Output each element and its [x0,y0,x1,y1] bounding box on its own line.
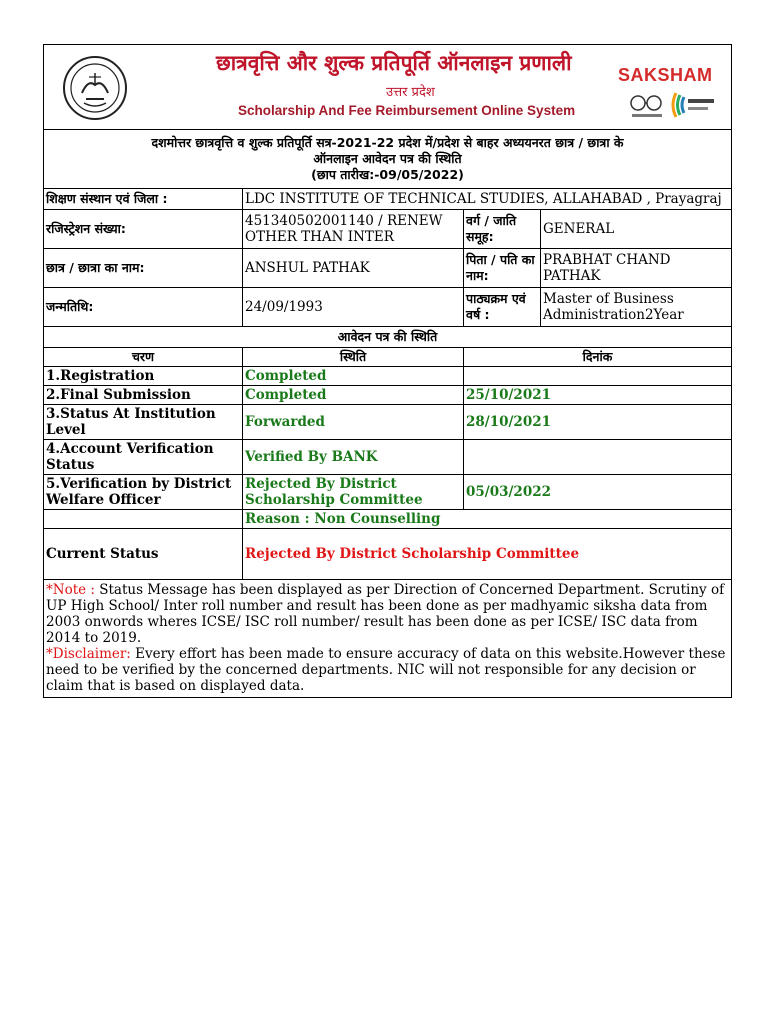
status-section-heading: आवेदन पत्र की स्थिति [44,327,732,348]
english-title: Scholarship And Fee Reimbursement Online System [238,103,576,118]
registration-value: 451340502001140 / RENEW OTHER THAN INTER [243,210,464,249]
disclaimer-label: *Disclaimer: [46,646,131,662]
dob-row [44,288,732,327]
status-column-headers [44,348,732,367]
note-label: *Note : [46,582,95,598]
institution-value: LDC INSTITUTE OF TECHNICAL STUDIES, ALLAHABAD , Prayagraj [243,189,732,210]
reason-spacer [44,510,243,529]
father-name-label: पिता / पति का नाम: [464,249,541,288]
print-notice [44,130,732,189]
stage-cell: 3.Status At Institution Level [44,405,243,440]
status-cell: Verified By BANK [243,440,464,475]
table-row [44,386,732,405]
notice-line-2: ऑनलाइन आवेदन पत्र की स्थिति [313,151,462,166]
course-label: पाठ्यक्रम एवं वर्ष : [464,288,541,327]
status-cell: Completed [243,386,464,405]
date-cell [464,367,732,386]
stage-cell: 4.Account Verification Status [44,440,243,475]
note-text: Status Message has been displayed as per Direction of Concerned Department. Scrutiny of UP High School/ Inter roll number and result has been done as per madhyamic siksha data from 2003 onwords wheres ICSE/ ISC roll number/ result has been done as per ICSE/ ISC data from 2014 to 2019. [46,582,725,646]
course-value: Master of Business Administration2Year [541,288,732,327]
up-government-emblem-icon [62,55,128,121]
status-cell: Rejected By District Scholarship Committee [243,475,464,510]
hindi-title: छात्रवृत्ति और शुल्क प्रतिपूर्ति ऑनलाइन प्रणाली [216,51,572,75]
rejection-reason: Reason : Non Counselling [243,510,732,529]
table-row [44,440,732,475]
swachh-bharat-digital-india-logos-icon [628,89,718,121]
table-row [44,475,732,510]
dob-value: 24/09/1993 [243,288,464,327]
registration-label: रजिस्ट्रेशन संख्या: [44,210,243,249]
col-date-header: दिनांक [464,348,732,367]
current-status-label: Current Status [44,529,243,580]
footer-note [44,580,732,698]
stage-cell: 5.Verification by District Welfare Officer [44,475,243,510]
institution-row [44,189,732,210]
student-name-value: ANSHUL PATHAK [243,249,464,288]
current-status-row [44,529,732,580]
disclaimer-text: Every effort has been made to ensure accuracy of data on this website.However these need to be verified by the concerned departments. NIC will not responsible for any decision or claim that is based on displayed data. [46,646,726,694]
date-cell [464,440,732,475]
print-date: (छाप तारीख:-09/05/2022) [311,167,464,182]
student-name-label: छात्र / छात्रा का नाम: [44,249,243,288]
date-cell: 25/10/2021 [464,386,732,405]
stage-cell: 2.Final Submission [44,386,243,405]
status-sheet [43,44,731,698]
table-row [44,405,732,440]
page-header [44,45,732,130]
notice-line-1: दशमोत्तर छात्रवृत्ति व शुल्क प्रतिपूर्ति सत्र-2021-22 प्रदेश में/प्रदेश से बाहर अध्ययनरत छात्र / छात्रा के [151,135,624,150]
status-cell: Completed [243,367,464,386]
reason-row [44,510,732,529]
col-stage-header: चरण [44,348,243,367]
table-row [44,367,732,386]
father-name-value: PRABHAT CHAND PATHAK [541,249,732,288]
date-cell: 28/10/2021 [464,405,732,440]
state-name: उत्तर प्रदेश [386,85,435,100]
current-status-value: Rejected By District Scholarship Committee [243,529,732,580]
institution-label: शिक्षण संस्थान एवं जिला : [44,189,243,210]
status-cell: Forwarded [243,405,464,440]
application-status-table [43,44,732,698]
student-row [44,249,732,288]
saksham-brand: SAKSHAM [618,65,713,85]
registration-row [44,210,732,249]
col-status-header: स्थिति [243,348,464,367]
stage-cell: 1.Registration [44,367,243,386]
dob-label: जन्मतिथि: [44,288,243,327]
category-label: वर्ग / जाति समूह: [464,210,541,249]
category-value: GENERAL [541,210,732,249]
date-cell: 05/03/2022 [464,475,732,510]
